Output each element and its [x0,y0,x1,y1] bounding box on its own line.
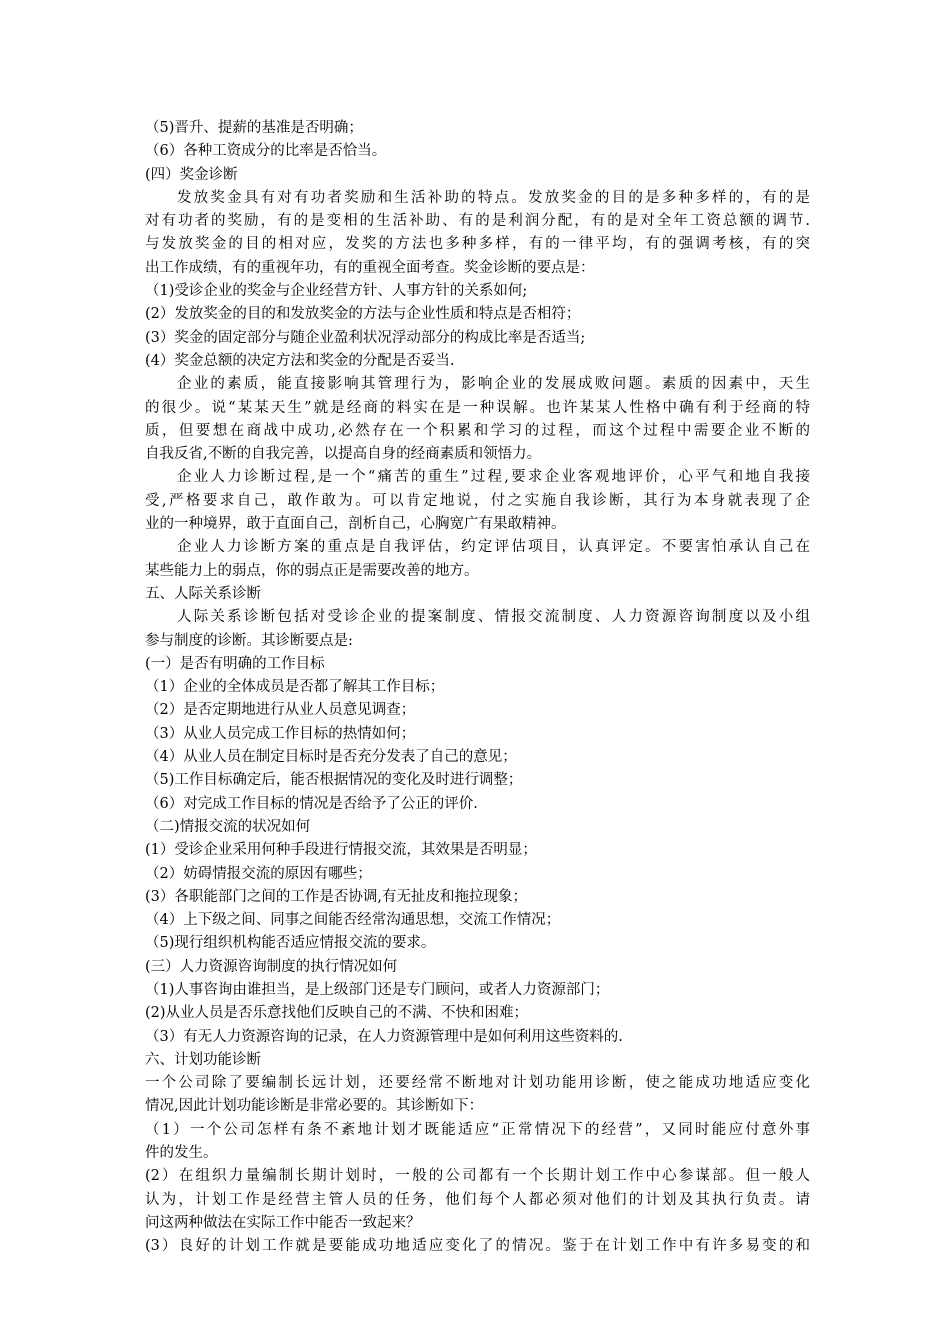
text-line: 一个公司除了要编制长远计划，还要经常不断地对计划功能用诊断，使之能成功地适应变化 [145,1075,810,1092]
text-line: 认为，计划工作是经营主管人员的任务，他们每个人都必须对他们的计划及其执行负责。请 [145,1191,810,1208]
text-line: 某些能力上的弱点，你的弱点正是需要改善的地方。 [145,562,479,579]
text-line: (3）良好的计划工作就是要能成功地适应变化了的情况。鉴于在计划工作中有许多易变的和 [145,1238,810,1255]
text-line: （2）是否定期地进行从业人员意见调查； [145,702,416,719]
text-line: 企业的素质，能直接影响其管理行为，影响企业的发展成败问题。素质的因素中，天生 [177,376,810,393]
text-line: （6）对完成工作目标的情况是否给予了公正的评价. [145,795,478,812]
text-line: 的很少。说“某某天生”就是经商的料实在是一种误解。也许某某人性格中确有利于经商的特 [145,399,810,416]
text-line: (2）发放奖金的目的和发放奖金的方法与企业性质和特点是否相符； [145,306,581,323]
text-line: 对有功者的奖励，有的是变相的生活补助、有的是利润分配，有的是对全年工资总额的调节. [145,213,810,230]
text-line: （1)受诊企业的奖金与企业经营方针、人事方针的关系如何; [145,283,528,300]
text-line: 自我反省,不断的自我完善，以提高自身的经商素质和领悟力。 [145,446,542,463]
text-line: 与发放奖金的目的相对应，发奖的方法也多种多样，有的一律平均，有的强调考核，有的突 [145,236,810,253]
section-heading: (一）是否有明确的工作目标 [145,655,325,672]
text-line: 发放奖金具有对有功者奖励和生活补助的特点。发放奖金的目的是多种多样的，有的是 [177,189,810,206]
text-line: （1）一个公司怎样有条不紊地计划才既能适应“正常情况下的经营”，又同时能应付意外事 [145,1121,810,1138]
text-line: （2）妨碍情报交流的原因有哪些； [145,865,372,882]
text-line: 问这两种做法在实际工作中能否一致起来？ [145,1214,421,1231]
text-line: （5)现行组织机构能否适应情报交流的要求。 [145,935,436,952]
text-line: （4）从业人员在制定目标时是否充分发表了自己的意见； [145,749,517,766]
text-line: （1）企业的全体成员是否都了解其工作目标； [145,679,445,696]
text-line: 件的发生。 [145,1145,218,1162]
text-line: 受,严格要求自己，敢作敢为。可以肯定地说，付之实施自我诊断，其行为本身就表现了企 [145,492,810,509]
section-heading: (三）人力资源咨询制度的执行情况如何 [145,958,398,975]
text-line: （1)人事咨询由谁担当，是上级部门还是专门顾问，或者人力资源部门； [145,981,610,998]
text-line: 企业人力诊断方案的重点是自我评估，约定评估项目，认真评定。不要害怕承认自己在 [177,539,810,556]
body-text [145,117,810,1259]
text-line: （4）上下级之间、同事之间能否经常沟通思想，交流工作情况； [145,912,561,929]
text-line: （6）各种工资成分的比率是否恰当。 [145,143,387,160]
section-heading: (四）奖金诊断 [145,166,238,183]
text-line: (3）各职能部门之间的工作是否协调,有无扯皮和拖拉现象； [145,888,527,905]
text-line: 出工作成绩，有的重视年功，有的重视全面考查。奖金诊断的要点是： [145,259,595,276]
text-line: 企业人力诊断过程,是一个“痛苦的重生”过程,要求企业客观地评价，心平气和地自我接 [177,469,810,486]
text-line: (2)从业人员是否乐意找他们反映自己的不满、不快和困难； [145,1005,529,1022]
text-line: (3）奖金的固定部分与随企业盈利状况浮动部分的构成比率是否适当; [145,329,586,346]
section-heading: 六、计划功能诊断 [145,1051,261,1068]
section-heading: 五、人际关系诊断 [145,585,261,602]
text-line: 参与制度的诊断。其诊断要点是: [145,632,353,649]
section-heading: （二)情报交流的状况如何 [145,818,311,835]
text-line: 情况,因此计划功能诊断是非常必要的。其诊断如下： [145,1098,484,1115]
text-line: （3）从业人员完成工作目标的热情如何； [145,725,416,742]
text-line: （5)晋升、提薪的基准是否明确； [145,120,363,136]
text-line: 人际关系诊断包括对受诊企业的提案制度、情报交流制度、人力资源咨询制度以及小组 [177,609,810,626]
text-line: (2）在组织力量编制长期计划时，一般的公司都有一个长期计划工作中心参谋部。但一般人 [145,1168,810,1185]
text-line: 业的一种境界，敢于直面自己，剖析自己，心胸宽广有果敢精神。 [145,516,566,533]
text-line: 质，但要想在商战中成功,必然存在一个积累和学习的过程，而这个过程中需要企业不断的 [145,422,810,439]
text-line: (1）受诊企业采用何种手段进行情报交流，其效果是否明显； [145,842,537,859]
text-line: (4）奖金总额的决定方法和奖金的分配是否妥当. [145,352,455,369]
text-line: （3）有无人力资源咨询的记录，在人力资源管理中是如何利用这些资料的. [145,1028,623,1045]
text-line: （5)工作目标确定后，能否根据情况的变化及时进行调整； [145,772,523,789]
